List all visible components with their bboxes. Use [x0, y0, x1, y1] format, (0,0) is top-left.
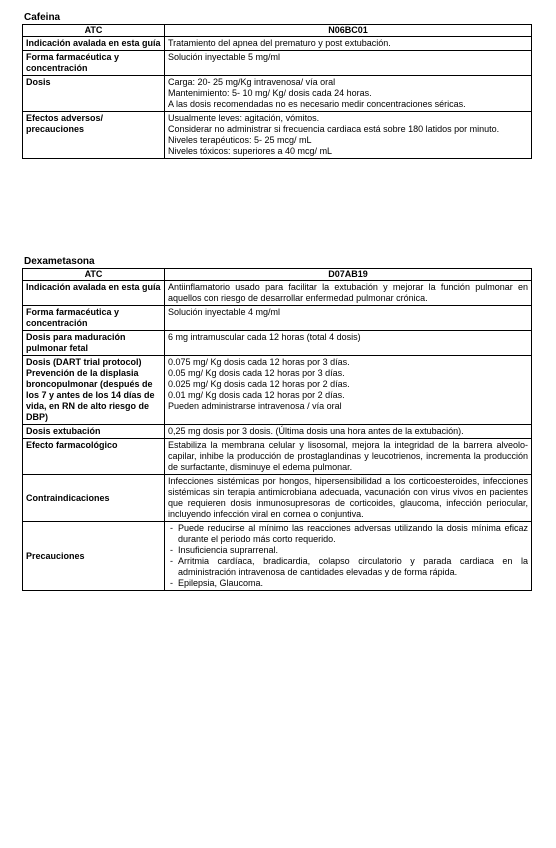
value-line: Tratamiento del apnea del prematuro y post extubación. — [168, 38, 391, 48]
row-indicacion — [23, 281, 532, 306]
section-title-cafeina: Cafeina — [24, 12, 61, 23]
row-value — [165, 37, 532, 51]
row-dosis — [23, 76, 532, 112]
row-dart — [23, 356, 532, 425]
row-maduracion — [23, 331, 532, 356]
row-value — [165, 281, 532, 306]
value-line: Solución inyectable 5 mg/ml — [168, 52, 281, 62]
header-atc-code: D07AB19 — [165, 269, 532, 281]
row-label: Precauciones — [23, 522, 165, 591]
row-label: Efectos adversos/ precauciones — [23, 112, 165, 159]
value-line: Usualmente leves: agitación, vómitos. — [168, 113, 320, 123]
row-value — [165, 306, 532, 331]
row-precauciones — [23, 522, 532, 591]
row-label: Efecto farmacológico — [23, 439, 165, 475]
header-atc-label: ATC — [23, 25, 165, 37]
value-line: Mantenimiento: 5- 10 mg/ Kg/ dosis cada 24 horas. — [168, 88, 372, 98]
row-efecto — [23, 439, 532, 475]
row-efectos — [23, 112, 532, 159]
list-item: - Arritmia cardíaca, bradicardia, colapso circulatorio y parada cardiaca en la administración intravenosa de cantidades elevadas y de forma rápida. — [178, 556, 528, 578]
row-value — [165, 522, 532, 591]
row-value — [165, 425, 532, 439]
header-atc-label: ATC — [23, 269, 165, 281]
header-atc-code: N06BC01 — [165, 25, 532, 37]
value-line: Carga: 20- 25 mg/Kg intravenosa/ vía oral — [168, 77, 336, 87]
value-line: 0.075 mg/ Kg dosis cada 12 horas por 3 días. — [168, 357, 350, 367]
value-line: Estabiliza la membrana celular y lisosomal, mejora la integridad de la barrera alveolo- capilar, inhibe la producción de prostaglandinas y leucotrienos, incrementa la producción de surfactante, disminuye el edema pulmonar. — [168, 440, 528, 472]
row-label: Forma farmacéutica y concentración — [23, 306, 165, 331]
row-label: Dosis extubación — [23, 425, 165, 439]
list-item: - Insuficiencia suprarrenal. — [178, 545, 528, 556]
table-cafeina — [22, 24, 532, 159]
row-label: Dosis para maduración pulmonar fetal — [23, 331, 165, 356]
row-forma — [23, 51, 532, 76]
row-label: Contraindicaciones — [23, 475, 165, 522]
row-value — [165, 112, 532, 159]
row-value — [165, 475, 532, 522]
value-line: Considerar no administrar si frecuencia cardiaca está sobre 180 latidos por minuto. — [168, 124, 500, 134]
row-value — [165, 76, 532, 112]
row-label: Dosis — [23, 76, 165, 112]
table-header-row — [23, 25, 532, 37]
row-label: Indicación avalada en esta guía — [23, 37, 165, 51]
row-contraindicaciones — [23, 475, 532, 522]
row-value — [165, 439, 532, 475]
value-line: Niveles terapéuticos: 5- 25 mcg/ mL — [168, 135, 312, 145]
row-indicacion — [23, 37, 532, 51]
section-title-dexametasona: Dexametasona — [24, 256, 95, 267]
value-line: Antiinflamatorio usado para facilitar la extubación y mejorar la función pulmonar en aquellos con riesgo de desarrollar enfermedad pulmonar crónica. — [168, 282, 528, 303]
value-line: Niveles tóxicos: superiores a 40 mcg/ mL — [168, 146, 333, 156]
table-header-row — [23, 269, 532, 281]
value-line: Solución inyectable 4 mg/ml — [168, 307, 281, 317]
list-item: - Puede reducirse al mínimo las reacciones adversas utilizando la dosis mínima eficaz durante el periodo más corto requerido. — [178, 523, 528, 545]
value-line: 6 mg intramuscular cada 12 horas (total 4 dosis) — [168, 332, 361, 342]
row-label: Indicación avalada en esta guía — [23, 281, 165, 306]
row-extubacion — [23, 425, 532, 439]
value-line: 0.01 mg/ Kg dosis cada 12 horas por 2 días. — [168, 390, 345, 400]
value-line: 0,25 mg dosis por 3 dosis. (Última dosis una hora antes de la extubación). — [168, 426, 464, 436]
value-line: A las dosis recomendadas no es necesario medir concentraciones séricas. — [168, 99, 466, 109]
value-line: Infecciones sistémicas por hongos, hipersensibilidad a los corticoesteroides, infecciones sistémicas sin terapia antimicrobiana adecuada, vacunación con virus vivos en pacientes que requieren dosis inmunosupresoras de corticoides, glaucoma, infección periocular, incluyendo infección viral en cornea o conjuntiva. — [168, 476, 528, 519]
row-value — [165, 51, 532, 76]
row-forma — [23, 306, 532, 331]
list-item: - Epilepsia, Glaucoma. — [178, 578, 528, 589]
row-value — [165, 356, 532, 425]
value-line: Pueden administrarse intravenosa / vía oral — [168, 401, 342, 411]
value-line: 0.05 mg/ Kg dosis cada 12 horas por 3 días. — [168, 368, 345, 378]
row-label: Forma farmacéutica y concentración — [23, 51, 165, 76]
row-value — [165, 331, 532, 356]
precauciones-list — [168, 523, 528, 589]
value-line: 0.025 mg/ Kg dosis cada 12 horas por 2 días. — [168, 379, 350, 389]
table-dexametasona — [22, 268, 532, 591]
row-label: Dosis (DART trial protocol) Prevención de la displasia broncopulmonar (después de los 7 y antes de los 14 días de vida, en RN de alto riesgo de DBP) — [23, 356, 165, 425]
